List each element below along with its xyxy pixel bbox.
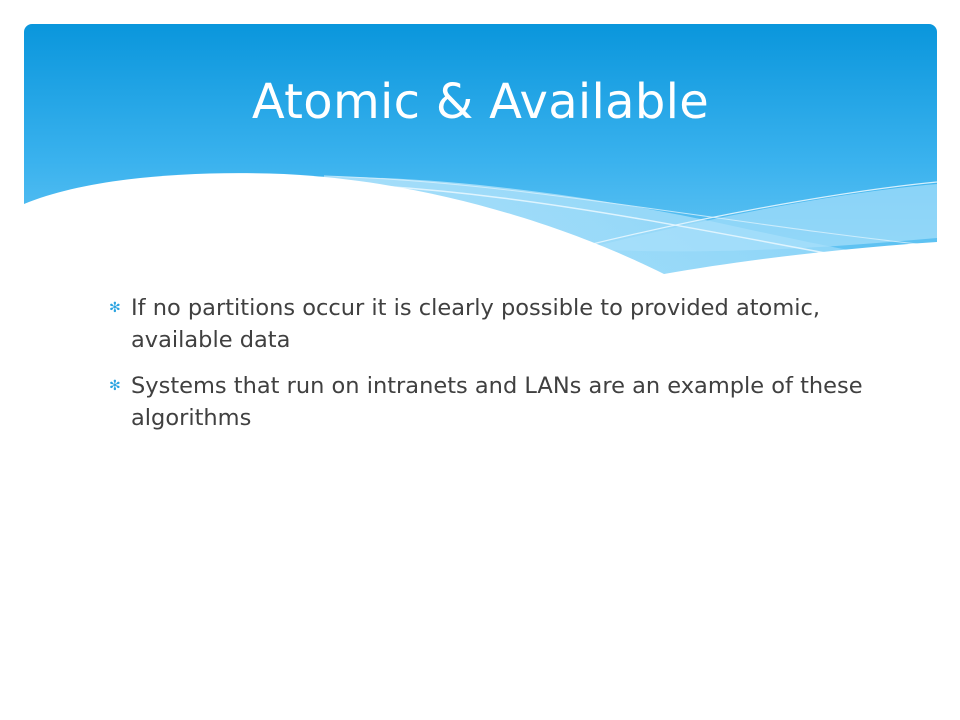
asterisk-icon: ✻	[109, 300, 121, 316]
header-wave-graphic	[24, 24, 937, 274]
bullet-text: If no partitions occur it is clearly possible to provided atomic, available data	[131, 295, 821, 353]
slide-title: Atomic & Available	[251, 74, 710, 130]
bullet-item	[107, 292, 867, 356]
header-banner	[24, 24, 937, 274]
asterisk-icon: ✻	[109, 378, 121, 394]
bullet-item	[107, 370, 867, 434]
bullet-text: Systems that run on intranets and LANs are an example of these algorithms	[131, 373, 863, 431]
bullet-list	[107, 292, 867, 448]
